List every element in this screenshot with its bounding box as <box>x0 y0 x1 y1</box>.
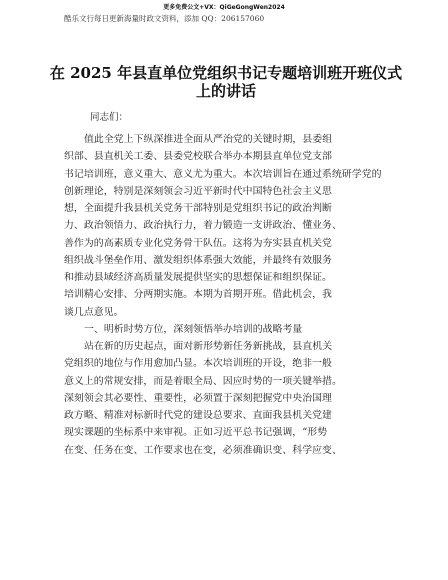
document-header-note: 酷乐文行每日更新海量时政文资料，添加 QQ：206157060 <box>64 14 265 23</box>
body-line: 善作为的高素质专业化党务骨干队伍。这将为夯实县直机关党 <box>64 237 332 249</box>
body-line: 政方略、精准对标新时代党的建设总要求、直面我县机关党建 <box>64 410 332 421</box>
body-line: 和推动县域经济高质量发展提供坚实的思想保证和组织保证。 <box>64 272 332 283</box>
body-line: 值此全党上下纵深推进全面从严治党的关键时期，县委组 <box>84 134 333 145</box>
body-line: 深刻领会其必要性、重要性，必须置于深刻把握党中央治国理 <box>64 392 332 404</box>
body-line: 在变、任务在变、工作要求也在变，必须准确识变、科学应变、 <box>64 444 342 456</box>
body-line: 织部、县直机关工委、县委党校联合举办本期县直单位党支部 <box>64 151 332 163</box>
body-line: 组织战斗堡垒作用、激发组织体系强大效能，并最终有效服务 <box>64 254 332 266</box>
body-line: 想，全面提升我县机关党务干部特别是党组织书记的政治判断 <box>64 203 332 214</box>
body-line: 培训精心安排、分两期实施。本期为首期开班。借此机会，我 <box>64 289 332 301</box>
body-line: 书记培训班，意义重大、意义尤为重大。本次培训旨在通过系统研学党的 <box>64 168 382 180</box>
body-line: 现实课题的坐标系中来审视。正如习近平总书记强调，“形势 <box>64 427 328 439</box>
body-line: 谈几点意见。 <box>64 306 124 318</box>
body-line: 力、政治领悟力、政治执行力，着力锻造一支讲政治、懂业务、 <box>64 220 342 232</box>
body-line: 创新理论，特别是深刻领会习近平新时代中国特色社会主义思 <box>64 185 332 197</box>
body-line: 意义上的常规安排，而是着眼全局、因应时势的一项关键举措。 <box>64 375 342 387</box>
document-title: 在 2025 年县直单位党组织书记专题培训班开班仪式上的讲话 <box>49 64 403 100</box>
body-line: 党组织的地位与作用愈加凸显。本次培训班的开设，绝非一般 <box>64 358 332 370</box>
salutation: 同志们： <box>90 112 129 123</box>
top-banner: 更多免费公文+VX：QiGeGongWen2024 <box>163 4 285 11</box>
body-line: 一、明析时势方位，深刻领悟举办培训的战略考量 <box>84 323 303 335</box>
body-line: 站在新的历史起点，面对新形势新任务新挑战，县直机关 <box>84 341 333 352</box>
document-body <box>64 131 394 459</box>
